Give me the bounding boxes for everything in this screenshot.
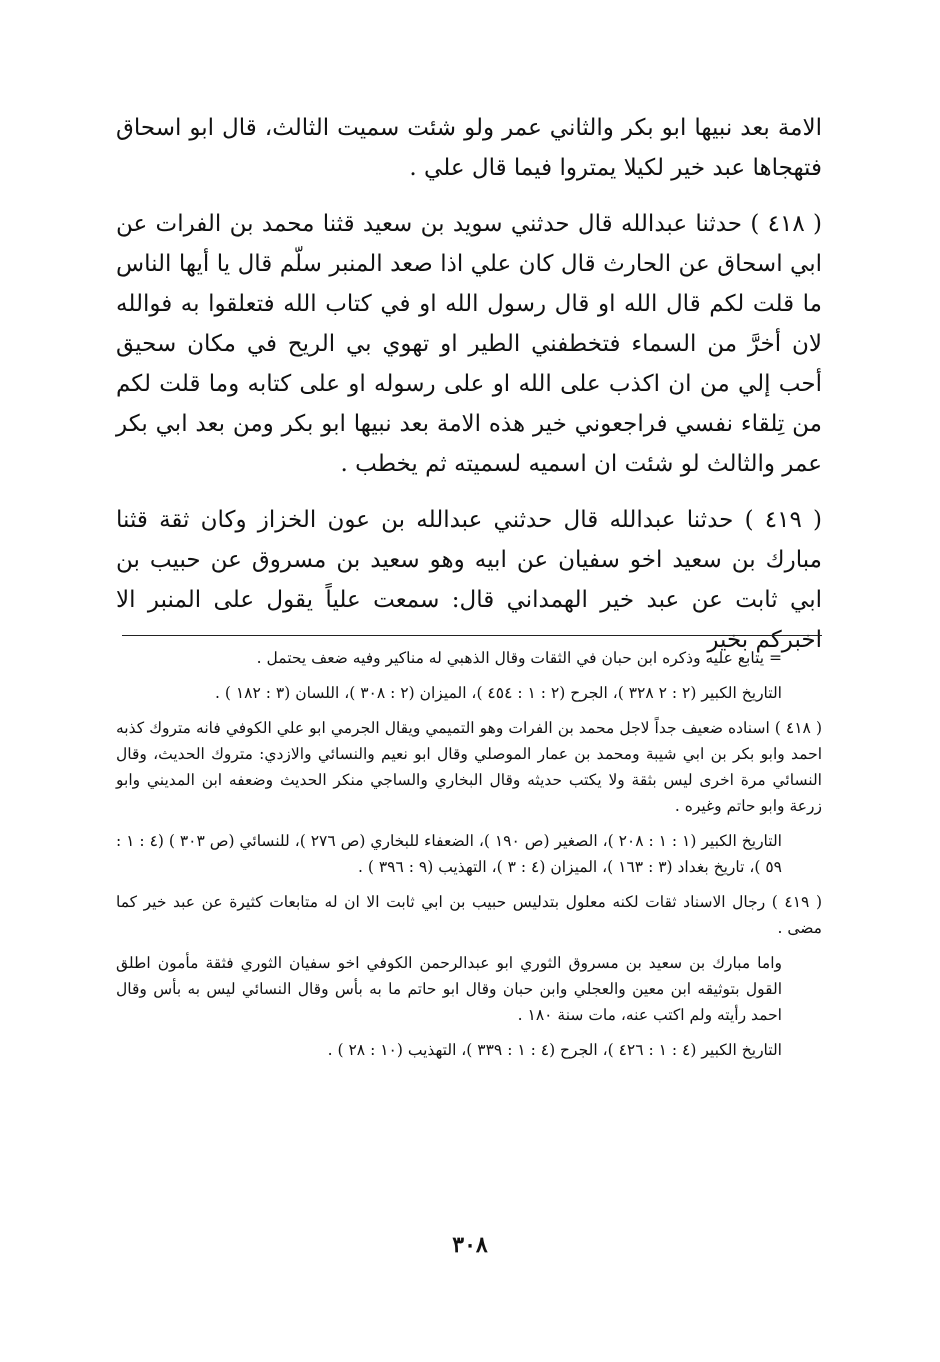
footnote-418-refs: التاريخ الكبير (١ : ١ : ٢٠٨ )، الصغير (ص ١٩٠ )، الضعفاء للبخاري (ص ٢٧٦ )، للنسائي (ص ٣٠٣ ) (٤ : ١ : ٥٩ )، تاريخ بغداد (٣ : ١٦٣ )، الميزان (٤ : ٣ )، التهذيب (٩ : ٣٩٦ ) . [116,832,782,876]
footnote-separator [122,635,822,636]
footnote-419: ( ٤١٩ ) رجال الاسناد ثقات لكنه معلول بتدليس حبيب بن ابي ثابت الا ان له متابعات كثيرة عن عبد خير كما مضى . [116,893,822,937]
paragraph-hadith-418: ( ٤١٨ ) حدثنا عبدالله قال حدثني سويد بن سعيد قثنا محمد بن الفرات عن ابي اسحاق عن الحارث قال كان علي اذا صعد المنبر سلّم قال يا أيها الناس ما قلت لكم قال الله او قال رسول الله او في كتاب الله فتعلقوا به فوالله لان أخرَّ من السماء فتخطفني الطير او تهوي بي الريح في مكان سحيق أحب إلي من ان اكذب على الله او على رسوله او على كتابه وما قلت لكم من تِلقاء نفسي فراجعوني خير هذه الامة بعد نبيها ابو بكر ومن بعد ابي بكر عمر والثالث لو شئت ان اسميه لسميته ثم يخطب . [116,211,822,477]
footnote-continued-text: يتابع عليه وذكره ابن حبان في الثقات وقال الذهبي له مناكير وفيه ضعف يحتمل . [256,649,765,667]
footnote-continued [116,645,822,671]
footnotes [116,645,822,1072]
paragraph-continuation: الامة بعد نبيها ابو بكر والثاني عمر ولو شئت سميت الثالث، قال ابو اسحاق فتهجاها عبد خير لكيلا يمتروا فيما قال علي . [116,115,822,181]
footnote-continued-refs: التاريخ الكبير (٢ : ٢ ٣٢٨ )، الجرح (٢ : ١ : ٤٥٤ )، الميزان (٢ : ٣٠٨ )، اللسان (٣ : ١٨٢ ) . [215,684,782,702]
page-number: ٣٠٨ [452,1232,488,1258]
footnote-418: ( ٤١٨ ) اسناده ضعيف جداً لاجل محمد بن الفرات وهو التميمي ويقال الجرمي ابو علي الكوفي فانه متروك كذبه احمد وابو بكر بن ابي شيبة ومحمد بن عمار الموصلي وقال ابو نعيم والنسائي والازدي: متروك الحديث، وقال النسائي مرة اخرى ليس بثقة ولا يكتب حديثه وقال البخاري والساجي منكر الحديث وضعفه ابن المديني وابو زرعة وابو حاتم وغيره . [116,719,822,815]
footnote-419-refs: التاريخ الكبير (٤ : ١ : ٤٢٦ )، الجرح (٤ : ١ : ٣٣٩ )، التهذيب (١٠ : ٢٨ ) . [327,1041,782,1059]
paragraph-hadith-419: ( ٤١٩ ) حدثنا عبدالله قال حدثني عبدالله بن عون الخزاز وكان ثقة قثنا مبارك بن سعيد اخو سفيان عن ابيه وهو سعيد بن مسروق عن حبيب بن ابي ثابت عن عبد خير الهمداني قال: سمعت علياً يقول على المنبر الا اخبركم بخير [116,507,822,653]
main-text [116,108,822,676]
continuation-mark: = [769,649,782,667]
footnote-419-body: واما مبارك بن سعيد بن مسروق الثوري ابو عبدالرحمن الكوفي اخو سفيان الثوري فثقة مأمون اطلق القول بتوثيقه ابن معين والعجلي وابن حبان وقال ابو حاتم ما به بأس وقال النسائي ليس به بأس وقال احمد رأيته ولم اكتب عنه، مات سنة ١٨٠ . [116,954,782,1024]
